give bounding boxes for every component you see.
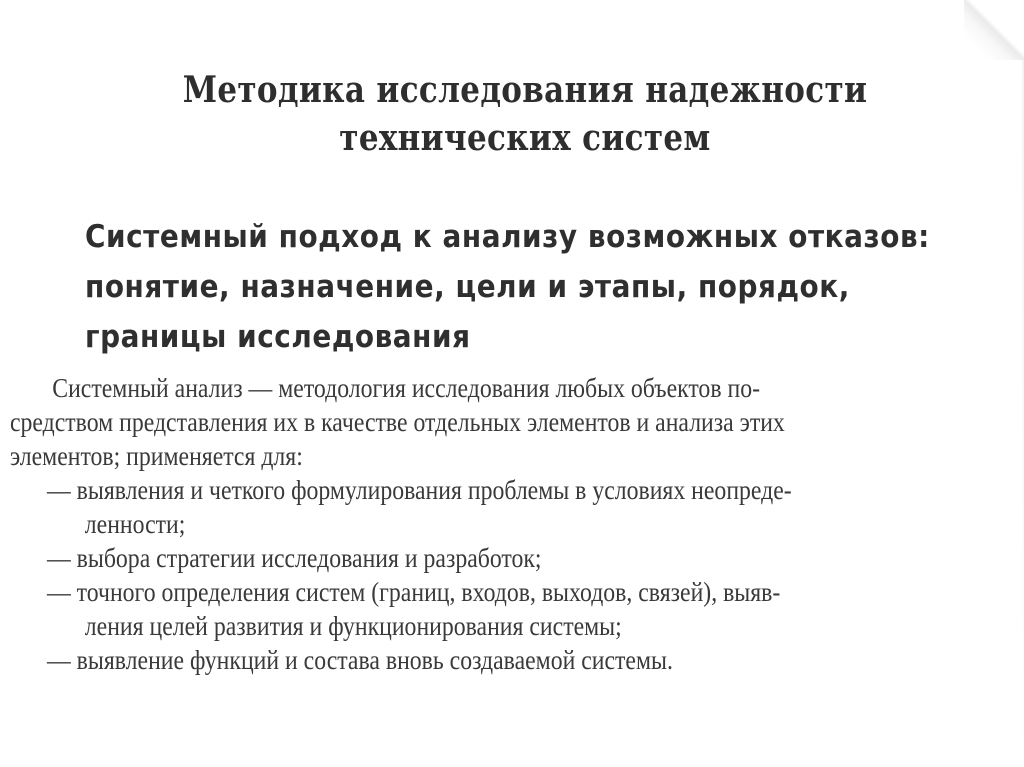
heading-line-3: границы исследования — [85, 319, 471, 355]
list-item-1: — выявления и четкого формулирования проблемы в условиях неопреде- — [46, 475, 792, 505]
intro-line-2: средством представления их в качестве отдельных элементов и анализа этих — [10, 407, 785, 437]
page-curl — [964, 0, 1024, 60]
list-item-2: — выбора стратегии исследования и разработок; — [46, 543, 542, 573]
list-item-4: — выявление функций и состава вновь создаваемой системы. — [46, 645, 673, 675]
heading-line-1: Системный подход к анализу возможных отказов: — [85, 219, 930, 255]
heading-line-2: понятие, назначение, цели и этапы, порядок, — [85, 269, 850, 305]
list-item-3: — точного определения систем (границ, входов, выходов, связей), выяв- — [46, 577, 781, 607]
title-line-1: Методика исследования надежности — [182, 69, 868, 111]
list-item-1-continuation: ленности; — [84, 509, 186, 539]
list-item-3-continuation: ления целей развития и функционирования системы; — [84, 611, 622, 641]
section-heading — [85, 212, 931, 362]
slide-title — [177, 66, 874, 162]
intro-line-3: элементов; применяется для: — [10, 441, 303, 471]
intro-line-1: Системный анализ — методология исследования любых объектов по- — [52, 373, 760, 403]
body-text — [10, 371, 987, 677]
title-line-2: технических систем — [339, 117, 711, 159]
